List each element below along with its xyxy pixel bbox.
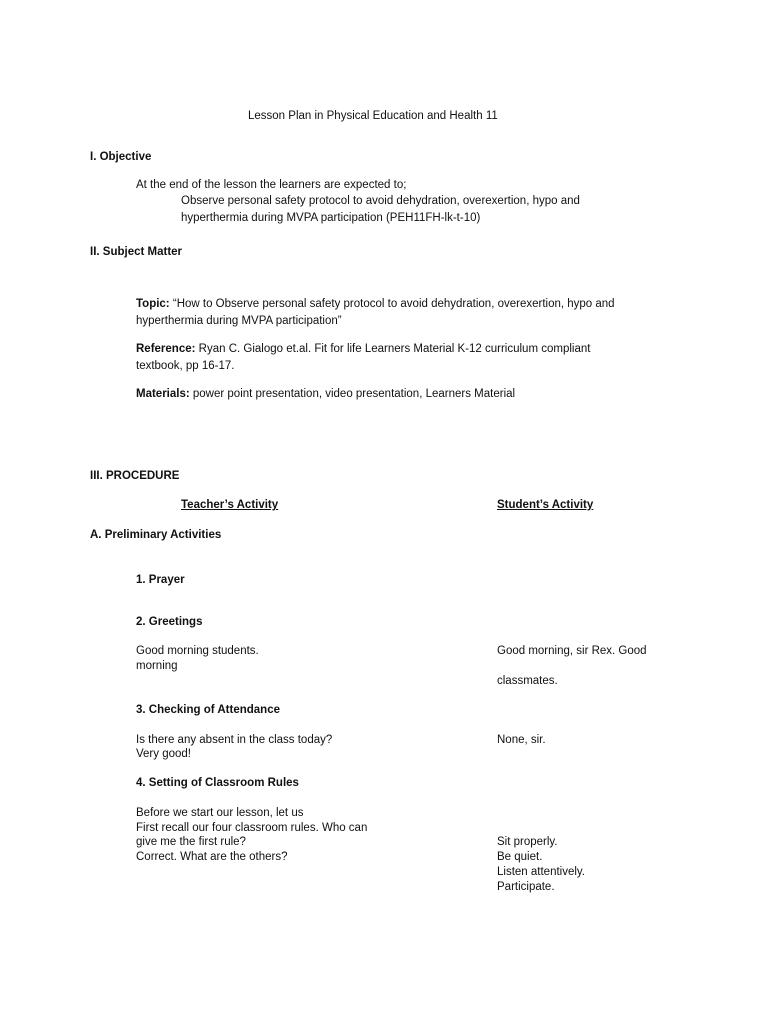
- materials-text: power point presentation, video presentation, Learners Material: [192, 388, 516, 400]
- greetings-heading: 2. Greetings: [136, 616, 203, 628]
- rules-student-line-2: Be quiet.: [497, 851, 543, 863]
- rules-teacher-line-4: Correct. What are the others?: [136, 851, 288, 863]
- objective-line-2: hyperthermia during MVPA participation (PEH11FH-lk-t-10): [181, 212, 481, 224]
- materials-line: [136, 387, 515, 402]
- rules-teacher-line-2: First recall our four classroom rules. Who can: [136, 822, 368, 834]
- greet-student-line-2: classmates.: [497, 675, 558, 687]
- classroom-rules-heading: 4. Setting of Classroom Rules: [136, 777, 299, 789]
- rules-student-line-1: Sit properly.: [497, 836, 558, 848]
- rules-teacher-line-1: Before we start our lesson, let us: [136, 807, 304, 819]
- objective-line-1: Observe personal safety protocol to avoid dehydration, overexertion, hypo and: [181, 195, 580, 207]
- attendance-teacher-line-2: Very good!: [136, 748, 191, 760]
- reference-line-1: [136, 342, 590, 357]
- reference-text-1: Ryan C. Gialogo et.al. Fit for life Learners Material K-12 curriculum compliant: [198, 343, 591, 355]
- objective-heading: I. Objective: [90, 151, 152, 163]
- attendance-student-line-1: None, sir.: [497, 734, 546, 746]
- prayer-heading: 1. Prayer: [136, 574, 185, 586]
- rules-student-line-4: Participate.: [497, 881, 555, 893]
- topic-line-2: hyperthermia during MVPA participation”: [136, 315, 342, 327]
- attendance-teacher-line-1: Is there any absent in the class today?: [136, 734, 333, 746]
- topic-text-1: “How to Observe personal safety protocol to avoid dehydration, overexertion, hypo and: [172, 298, 615, 310]
- rules-teacher-line-3: give me the first rule?: [136, 836, 246, 848]
- rules-student-line-3: Listen attentively.: [497, 866, 586, 878]
- materials-label: Materials:: [136, 388, 190, 400]
- student-activity-header: Student’s Activity: [497, 499, 594, 511]
- reference-line-2: textbook, pp 16-17.: [136, 360, 235, 372]
- greet-teacher-line-1: Good morning students.: [136, 645, 259, 657]
- procedure-heading: III. PROCEDURE: [90, 470, 180, 482]
- topic-label: Topic:: [136, 298, 170, 310]
- topic-line-1: [136, 297, 615, 312]
- greet-teacher-line-2: morning: [136, 660, 178, 672]
- subject-matter-heading: II. Subject Matter: [90, 246, 183, 258]
- document-title: Lesson Plan in Physical Education and Health 11: [248, 110, 498, 122]
- objective-intro: At the end of the lesson the learners are expected to;: [136, 179, 407, 191]
- greet-student-line-1: Good morning, sir Rex. Good: [497, 645, 647, 657]
- attendance-heading: 3. Checking of Attendance: [136, 704, 280, 716]
- teacher-activity-header: Teacher’s Activity: [181, 499, 279, 511]
- reference-label: Reference:: [136, 343, 196, 355]
- preliminary-activities-heading: A. Preliminary Activities: [90, 529, 222, 541]
